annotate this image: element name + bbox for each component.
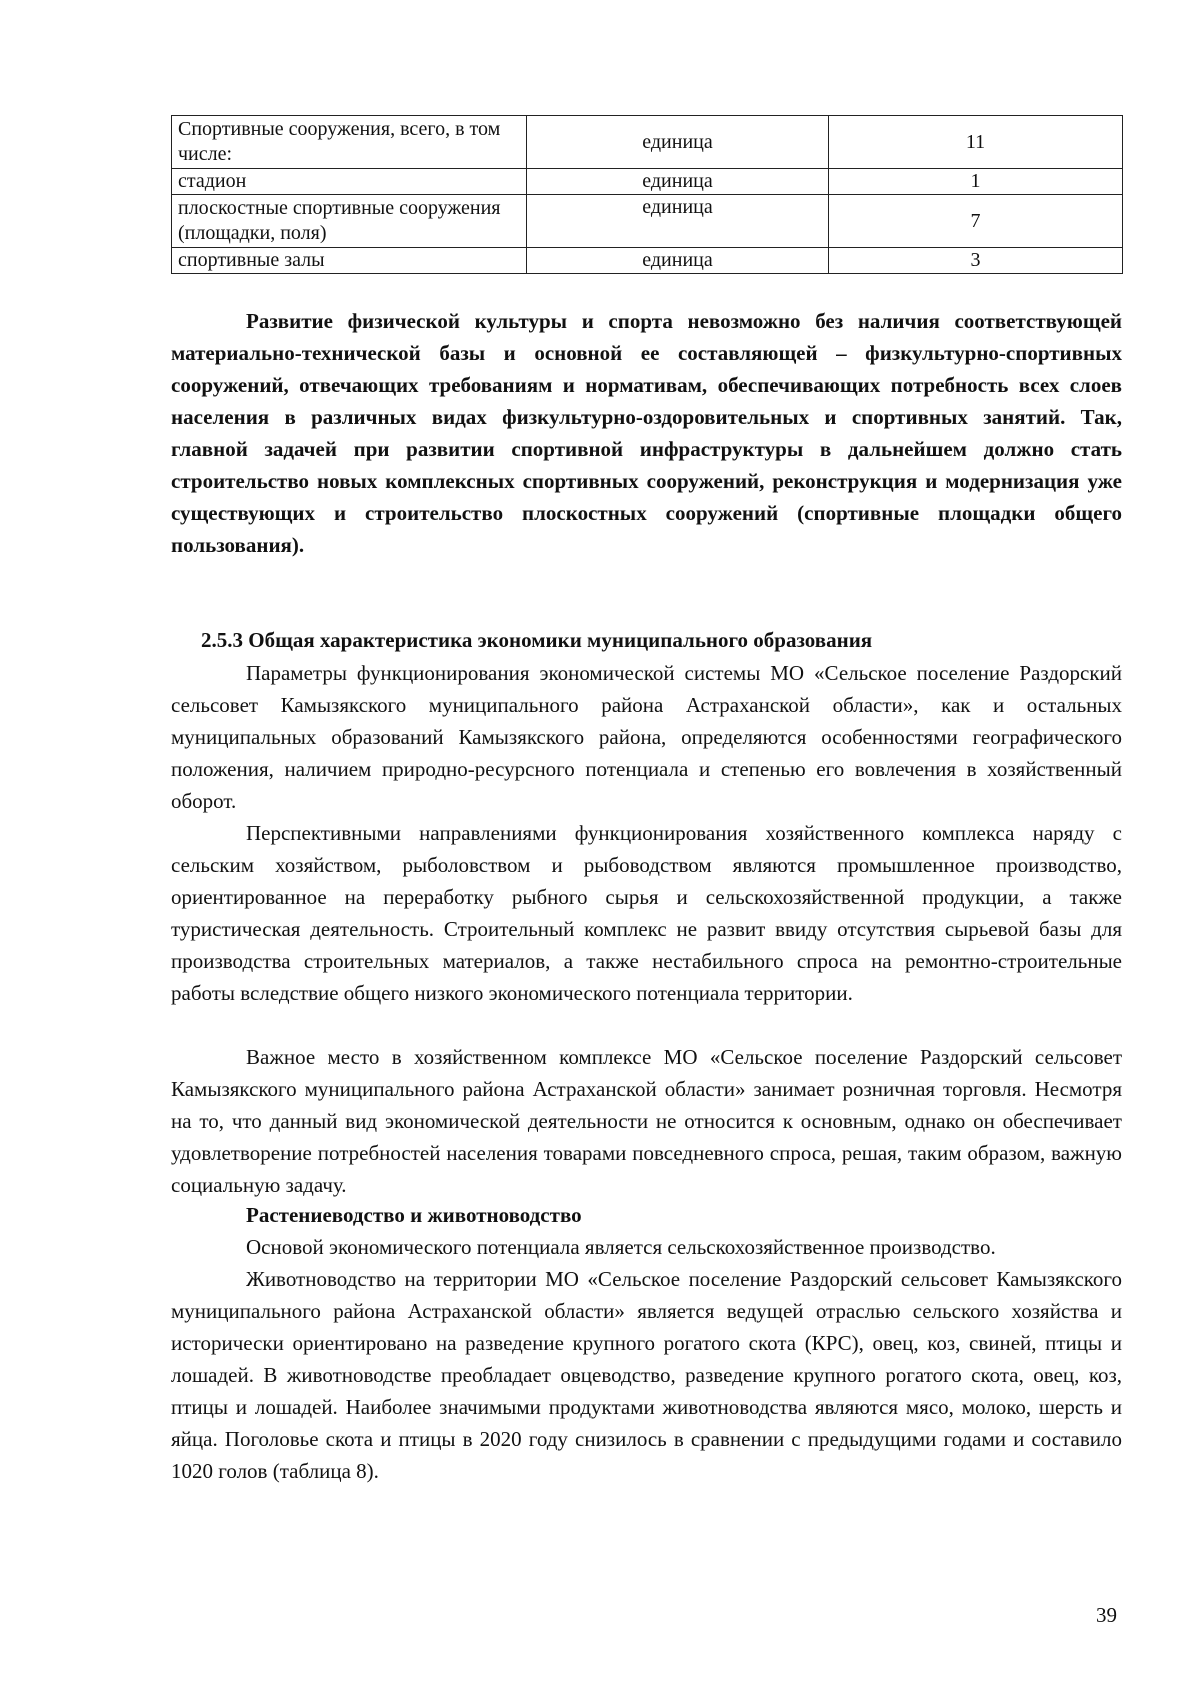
section-heading: 2.5.3 Общая характеристика экономики муниципального образования xyxy=(201,628,873,652)
table-cell-value: 3 xyxy=(829,248,1123,274)
table-cell-unit: единица xyxy=(527,195,829,248)
table-cell-value: 1 xyxy=(829,169,1123,195)
table-cell-name: Спортивные сооружения, всего, в том числе: xyxy=(172,116,527,169)
table-cell-unit: единица xyxy=(527,248,829,274)
table-row xyxy=(172,248,1123,274)
table-cell-unit: единица xyxy=(527,116,829,169)
table-row xyxy=(172,169,1123,195)
bold-intro-paragraph: Развитие физической культуры и спорта невозможно без наличия соответствующей материально-технической базы и основной ее составляющей – физкультурно-спортивных сооружений, отвечающих требованиям и нормативам, обеспечивающих потребность всех слоев населения в различных видах физкультурно-оздоровительных и спортивных занятий. Так, главной задачей при развитии спортивной инфраструктуры в дальнейшем должно стать строительство новых комплексных спортивных сооружений, реконструкция и модернизация уже существующих и строительство плоскостных сооружений (спортивные площадки общего пользования). xyxy=(171,309,1122,557)
paragraph-economy-parameters: Параметры функционирования экономической системы МО «Сельское поселение Раздорский сельсовет Камызякского муниципального района Астраханской области», как и остальных муниципальных образований Камызякского района, определяются особенностями географического положения, наличием природно-ресурсного потенциала и степенью его вовлечения в хозяйственный оборот. xyxy=(171,661,1122,813)
paragraph-agriculture-basis: Основой экономического потенциала является сельскохозяйственное производство. xyxy=(246,1235,996,1259)
sports-facilities-table xyxy=(171,115,1123,274)
table-cell-value: 11 xyxy=(829,116,1123,169)
table-cell-name: стадион xyxy=(172,169,527,195)
table-cell-value: 7 xyxy=(829,195,1123,248)
table-cell-name: плоскостные спортивные сооружения (площадки, поля) xyxy=(172,195,527,248)
paragraph-prospective-directions: Перспективными направлениями функционирования хозяйственного комплекса наряду с сельским хозяйством, рыболовством и рыбоводством являются промышленное производство, ориентированное на переработку рыбного сырья и сельскохозяйственной продукции, а также туристическая деятельность. Строительный комплекс не развит ввиду отсутствия сырьевой базы для производства строительных материалов, а также нестабильного спроса на ремонтно-строительные работы вследствие общего низкого экономического потенциала территории. xyxy=(171,821,1122,1005)
page-number: 39 xyxy=(1096,1603,1117,1627)
paragraph-retail: Важное место в хозяйственном комплексе МО «Сельское поселение Раздорский сельсовет Камызякского муниципального района Астраханской области» занимает розничная торговля. Несмотря на то, что данный вид экономической деятельности не относится к основным, однако он обеспечивает удовлетворение потребностей населения товарами повседневного спроса, решая, таким образом, важную социальную задачу. xyxy=(171,1045,1122,1197)
paragraph-livestock: Животноводство на территории МО «Сельское поселение Раздорский сельсовет Камызякского муниципального района Астраханской области» является ведущей отраслью сельского хозяйства и исторически ориентировано на разведение крупного рогатого скота (КРС), овец, коз, свиней, птицы и лошадей. В животноводстве преобладает овцеводство, разведение крупного рогатого скота, овец, коз, птицы и лошадей. Наиболее значимыми продуктами животноводства являются мясо, молоко, шерсть и яйца. Поголовье скота и птицы в 2020 году снизилось в сравнении с предыдущими годами и составило 1020 голов (таблица 8). xyxy=(171,1267,1122,1483)
table-row xyxy=(172,195,1123,248)
subheading: Растениеводство и животноводство xyxy=(246,1203,582,1227)
table-cell-unit: единица xyxy=(527,169,829,195)
table-row xyxy=(172,116,1123,169)
table-cell-name: спортивные залы xyxy=(172,248,527,274)
